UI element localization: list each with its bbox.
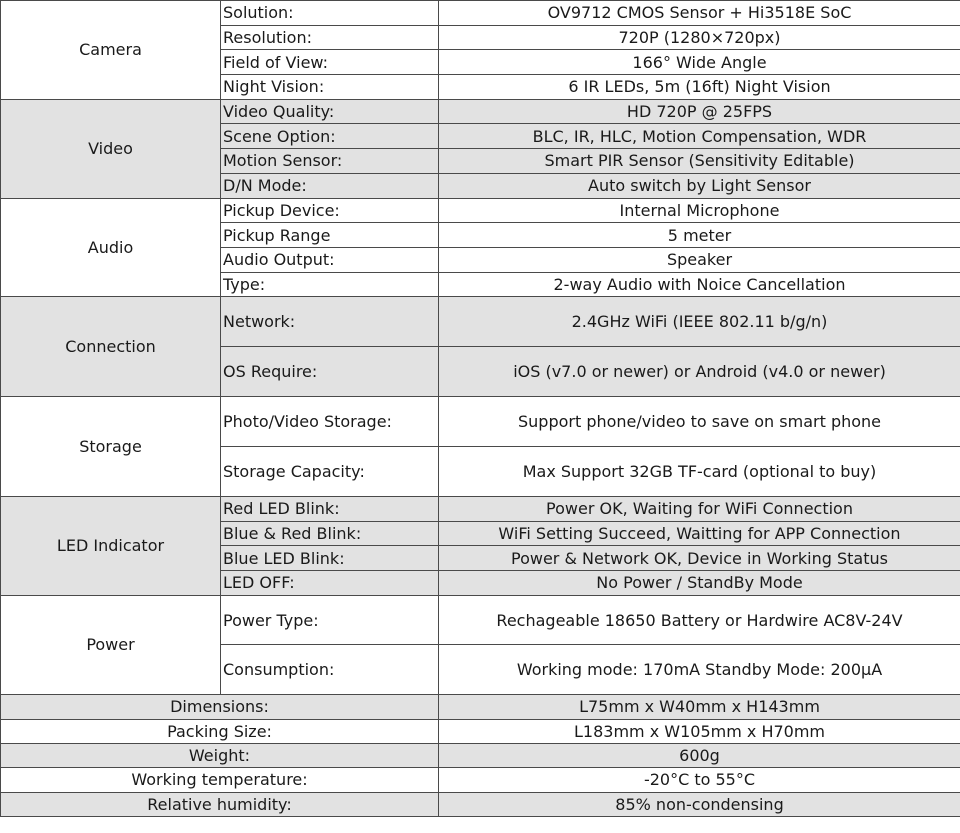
spec-label: Photo/Video Storage: (221, 397, 439, 447)
spec-label: OS Require: (221, 347, 439, 397)
spec-label: Type: (221, 272, 439, 297)
flat-label-relative-humidity: Relative humidity: (1, 792, 439, 816)
category-audio: Audio (1, 198, 221, 297)
spec-label: LED OFF: (221, 570, 439, 595)
spec-value: OV9712 CMOS Sensor + Hi3518E SoC (439, 1, 960, 26)
flat-value: L183mm x W105mm x H70mm (439, 719, 960, 743)
flat-value: 600g (439, 743, 960, 767)
spec-label: Blue LED Blink: (221, 546, 439, 571)
spec-value: Rechageable 18650 Battery or Hardwire AC8V-24V (439, 595, 960, 645)
spec-row (1, 397, 960, 447)
category-led-indicator: LED Indicator (1, 496, 221, 595)
spec-value: 6 IR LEDs, 5m (16ft) Night Vision (439, 75, 960, 100)
spec-value: 5 meter (439, 223, 960, 248)
spec-row (1, 198, 960, 223)
flat-label-packing-size: Packing Size: (1, 719, 439, 743)
spec-row (1, 1, 960, 26)
spec-label: Pickup Device: (221, 198, 439, 223)
spec-value: Internal Microphone (439, 198, 960, 223)
spec-row-flat (1, 768, 960, 792)
spec-label: Power Type: (221, 595, 439, 645)
spec-label: Motion Sensor: (221, 149, 439, 174)
spec-row (1, 297, 960, 347)
spec-label: Storage Capacity: (221, 446, 439, 496)
spec-value: Working mode: 170mA Standby Mode: 200μA (439, 645, 960, 695)
spec-value: iOS (v7.0 or newer) or Android (v4.0 or newer) (439, 347, 960, 397)
spec-row-flat (1, 743, 960, 767)
flat-label-working-temperature: Working temperature: (1, 768, 439, 792)
spec-label: Solution: (221, 1, 439, 26)
spec-value: Speaker (439, 247, 960, 272)
spec-label: Consumption: (221, 645, 439, 695)
spec-value: Smart PIR Sensor (Sensitivity Editable) (439, 149, 960, 174)
spec-label: Blue & Red Blink: (221, 521, 439, 546)
spec-value: Power OK, Waiting for WiFi Connection (439, 496, 960, 521)
category-camera: Camera (1, 1, 221, 100)
flat-value: -20°C to 55°C (439, 768, 960, 792)
flat-label-dimensions: Dimensions: (1, 695, 439, 719)
spec-value: 2-way Audio with Noice Cancellation (439, 272, 960, 297)
spec-row-flat (1, 792, 960, 816)
spec-label: Resolution: (221, 25, 439, 50)
spec-value: HD 720P @ 25FPS (439, 99, 960, 124)
spec-value: 720P (1280×720px) (439, 25, 960, 50)
spec-label: Field of View: (221, 50, 439, 75)
category-connection: Connection (1, 297, 221, 397)
spec-row-flat (1, 719, 960, 743)
spec-value: No Power / StandBy Mode (439, 570, 960, 595)
spec-value: 166° Wide Angle (439, 50, 960, 75)
spec-value: Power & Network OK, Device in Working Status (439, 546, 960, 571)
spec-label: D/N Mode: (221, 173, 439, 198)
spec-row (1, 595, 960, 645)
spec-label: Network: (221, 297, 439, 347)
spec-label: Scene Option: (221, 124, 439, 149)
spec-value: 2.4GHz WiFi (IEEE 802.11 b/g/n) (439, 297, 960, 347)
spec-value: Auto switch by Light Sensor (439, 173, 960, 198)
spec-value: BLC, IR, HLC, Motion Compensation, WDR (439, 124, 960, 149)
category-power: Power (1, 595, 221, 695)
spec-label: Pickup Range (221, 223, 439, 248)
spec-value: WiFi Setting Succeed, Waitting for APP Connection (439, 521, 960, 546)
flat-value: 85% non-condensing (439, 792, 960, 816)
flat-value: L75mm x W40mm x H143mm (439, 695, 960, 719)
flat-label-weight: Weight: (1, 743, 439, 767)
spec-label: Video Quality: (221, 99, 439, 124)
spec-label: Audio Output: (221, 247, 439, 272)
spec-row (1, 99, 960, 124)
spec-row-flat (1, 695, 960, 719)
category-video: Video (1, 99, 221, 198)
spec-label: Red LED Blink: (221, 496, 439, 521)
category-storage: Storage (1, 397, 221, 497)
spec-value: Max Support 32GB TF-card (optional to buy) (439, 446, 960, 496)
spec-row (1, 496, 960, 521)
spec-label: Night Vision: (221, 75, 439, 100)
spec-value: Support phone/video to save on smart phone (439, 397, 960, 447)
